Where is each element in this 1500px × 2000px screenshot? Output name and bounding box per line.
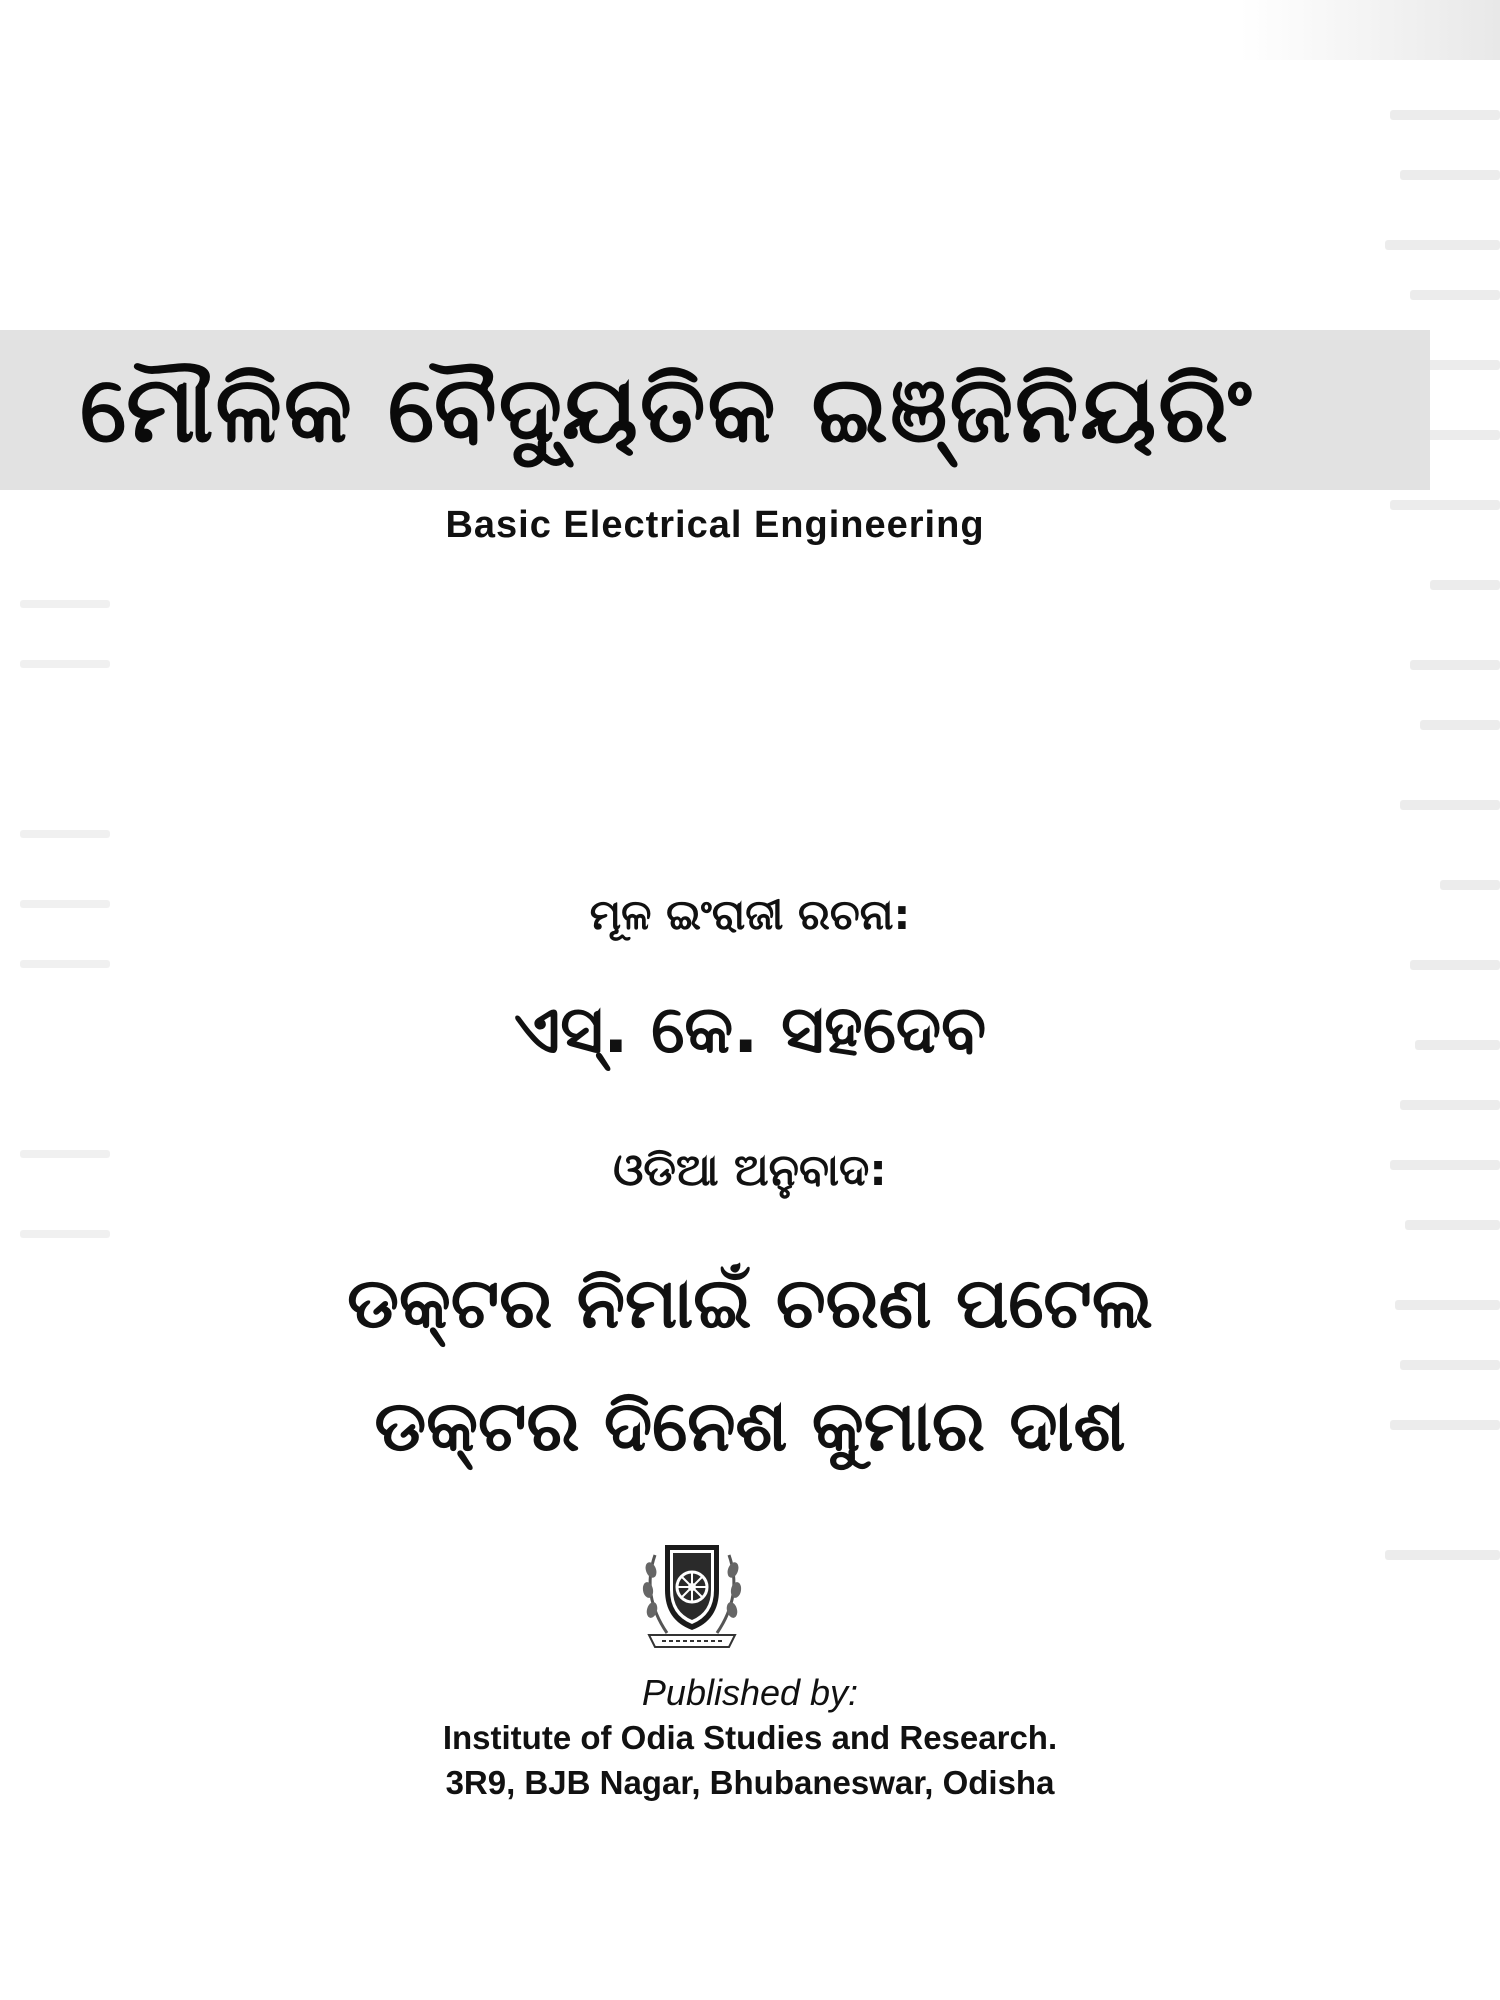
published-by-label: Published by: bbox=[641, 1672, 859, 1713]
publisher-address: 3R9, BJB Nagar, Bhubaneswar, Odisha bbox=[445, 1764, 1055, 1801]
page-shadow bbox=[1240, 0, 1500, 60]
publisher-name: Institute of Odia Studies and Research. bbox=[442, 1719, 1058, 1756]
institute-emblem-icon bbox=[637, 1535, 747, 1655]
english-title: Basic Electrical Engineering bbox=[445, 504, 985, 546]
odia-title: ମୌଳିକ ବୈଦ୍ୟୁତିକ ଇଞ୍ଜିନିୟରିଂ bbox=[80, 356, 1254, 463]
original-work-label: ମୂଳ ଇଂରାଜୀ ରଚନା: bbox=[589, 890, 911, 939]
translation-label: ଓଡିଆ ଅନୁବାଦ: bbox=[613, 1145, 887, 1196]
translator-name: ଡକ୍ଟର ଦିନେଶ କୁମାର ଦାଶ bbox=[374, 1385, 1126, 1467]
original-author: ଏସ୍. କେ. ସହଦେବ bbox=[513, 991, 987, 1068]
translator-name: ଡକ୍ଟର ନିମାଇଁ ଚରଣ ପଟେଲ bbox=[347, 1262, 1153, 1344]
